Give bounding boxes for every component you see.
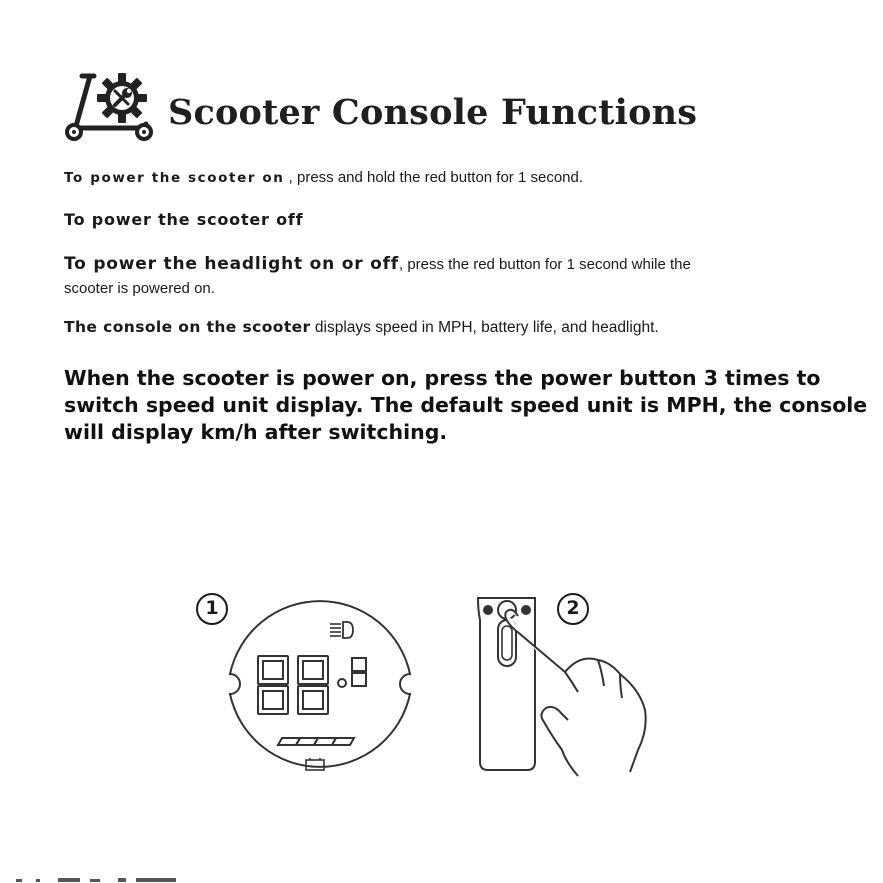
instruction-power-on-label: To power the scooter on bbox=[64, 170, 285, 186]
instruction-headlight bbox=[64, 252, 691, 301]
instruction-console-label: The console on the scooter bbox=[64, 318, 311, 336]
instruction-power-off-label: To power the scooter off bbox=[64, 210, 304, 229]
speed-unit-note bbox=[64, 365, 868, 446]
figure-2-number: 2 bbox=[557, 593, 589, 625]
scooter-gear-wrench-icon bbox=[62, 68, 154, 143]
page-header bbox=[62, 68, 762, 143]
instruction-power-off bbox=[64, 210, 303, 229]
instruction-headlight-text-cont: scooter is powered on. bbox=[64, 280, 215, 297]
handlebar-button-illustration bbox=[470, 590, 670, 790]
console-display-illustration bbox=[220, 580, 420, 780]
instruction-power-on bbox=[64, 169, 583, 186]
bottom-edge-marks bbox=[0, 875, 190, 883]
instruction-console bbox=[64, 318, 659, 337]
note-line-2: switch speed unit display. The default speed unit is MPH, the console bbox=[64, 393, 868, 417]
instruction-headlight-label: To power the headlight on or off bbox=[64, 254, 399, 274]
instruction-headlight-text: , press the red button for 1 second while the bbox=[399, 256, 691, 273]
note-line-1: When the scooter is power on, press the power button 3 times to bbox=[64, 366, 821, 390]
figure-1-number: 1 bbox=[196, 593, 228, 625]
instruction-power-on-text: , press and hold the red button for 1 second. bbox=[284, 169, 584, 186]
instruction-console-text: displays speed in MPH, battery life, and headlight. bbox=[310, 319, 659, 336]
page-title: Scooter Console Functions bbox=[168, 92, 698, 133]
note-line-3: will display km/h after switching. bbox=[64, 420, 448, 444]
